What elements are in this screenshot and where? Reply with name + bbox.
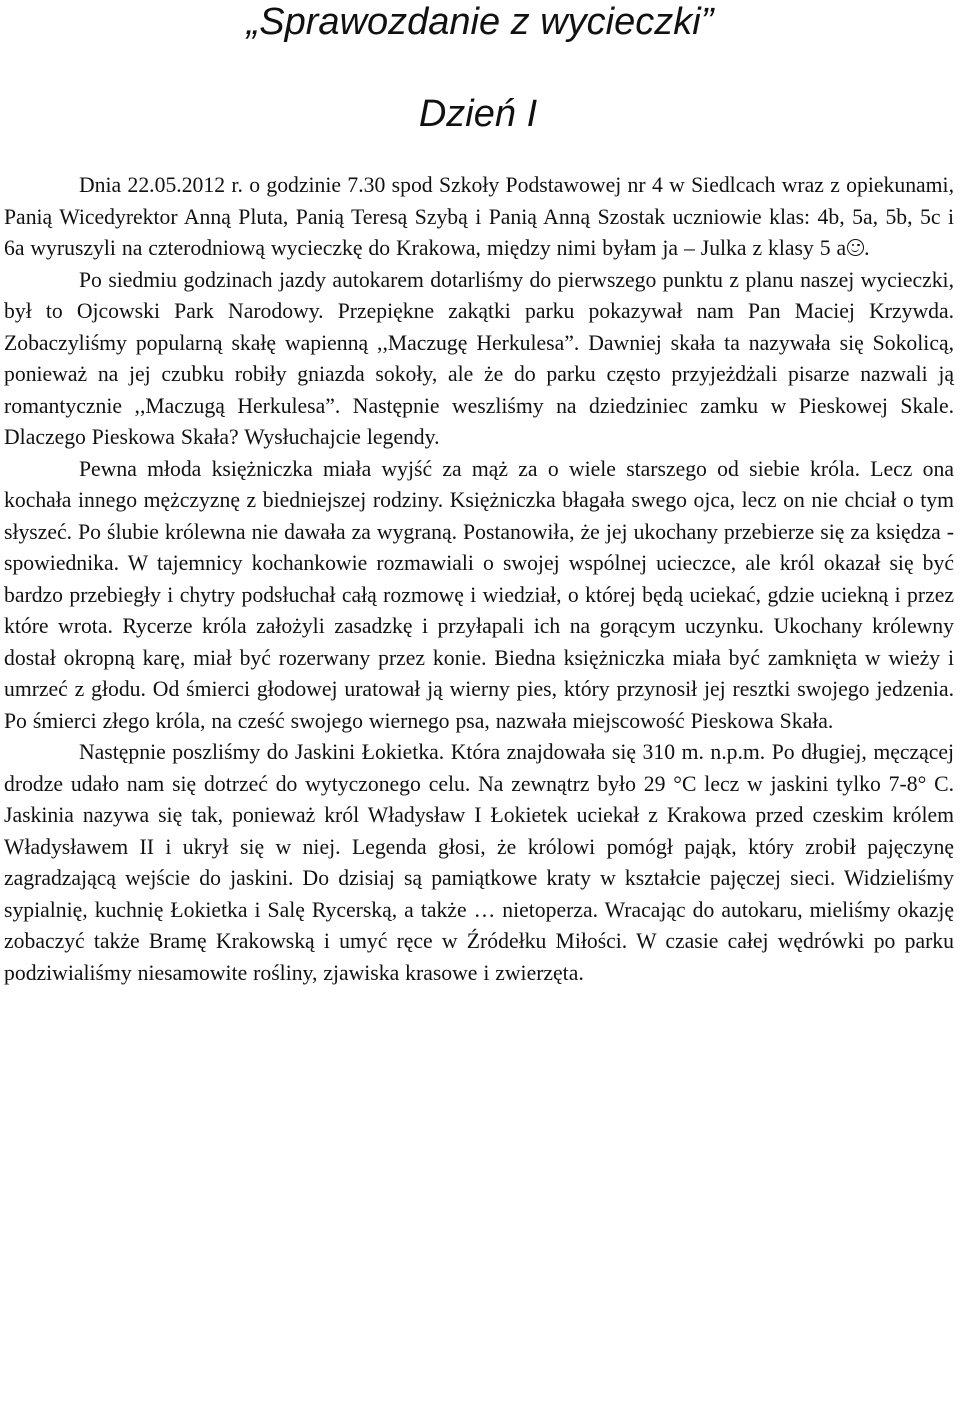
paragraph-lokietek-cave: Następnie poszliśmy do Jaskini Łokietka. Która znajdowała się 310 m. n.p.m. Po długiej, męczącej drodze udało nam się dotrzeć do wytyczonego celu. Na zewnątrz było 29 °C lecz w jaskini tylko 7-8° C. Jaskinia nazywa się tak, ponieważ król Władysław I Łokietek uciekał z Krakowa przed czeskim królem Władysławem II i ukrył się w niej. Legenda głosi, że królowi pomógł pająk, który zrobił pajęczynę zagradzającą wejście do jaskini. Do dzisiaj są pamiątkowe kraty w kształcie pajęczej sieci. Widzieliśmy sypialnię, kuchnię Łokietka i Salę Rycerską, a także … nietoperza. Wracając do autokaru, mieliśmy okazję zobaczyć także Bramę Krakowską i umyć ręce w Źródełku Miłości. W czasie całej wędrówki po parku podziwialiśmy niesamowite rośliny, zjawiska krasowe i zwierzęta. <box>4 740 954 985</box>
paragraph-ojcow-park: Po siedmiu godzinach jazdy autokarem dotarliśmy do pierwszego punktu z planu naszej wycieczki, był to Ojcowski Park Narodowy. Przepiękne zakątki parku pokazywał nam Pan Maciej Krzywda. Zobaczyliśmy popularną skałę wapienną ,,Maczugę Herkulesa”. Dawniej skała ta nazywała się Sokolicą, ponieważ na jej czubku robiły gniazda sokoły, ale że do parku często przyjeżdżali pisarze nazwali ją romantycznie ,,Maczugą Herkulesa”. Następnie weszliśmy na dziedziniec zamku w Pieskowej Skale. Dlaczego Pieskowa Skała? Wysłuchajcie legendy. <box>4 267 954 449</box>
paragraph-intro-end: . <box>864 236 870 260</box>
subtitle-text: Dzień I <box>418 93 538 135</box>
paragraph-intro <box>4 170 954 265</box>
report-body <box>4 170 954 989</box>
paragraph-intro-text: Dnia 22.05.2012 r. o godzinie 7.30 spod Szkoły Podstawowej nr 4 w Siedlcach wraz z opiekunami, Panią Wicedyrektor Anną Pluta, Panią Teresą Szybą i Panią Anną Szostak uczniowie klas: 4b, 5a, 5b, 5c i 6a wyruszyli na czterodniową wycieczkę do Krakowa, między nimi byłam ja – Julka z klasy 5 a <box>4 173 954 260</box>
paragraph-legend: Pewna młoda księżniczka miała wyjść za mąż za o wiele starszego od siebie króla. Lecz ona kochała innego mężczyznę z biedniejszej rodziny. Księżniczka błagała swego ojca, lecz on nie chciał o tym słyszeć. Po ślubie królewna nie dawała za wygraną. Postanowiła, że jej ukochany przebierze się za księdza - spowiednika. W tajemnicy kochankowie rozmawiali o swojej wspólnej ucieczce, ale król okazał się być bardzo przebiegły i chytry podsłuchał całą rozmowę i wiedział, o której będą uciekać, gdzie uciekną i przez które wrota. Rycerze króla założyli zasadzkę i przyłapali ich na gorącym uczynku. Ukochany królewny dostał okropną karę, miał być rozerwany przez konie. Biedna księżniczka miała być zamknięta w wieży i umrzeć z głodu. Od śmierci głodowej uratował ją wierny pies, który przynosił jej resztki swojego jedzenia. Po śmierci złego króla, na cześć swojego wiernego psa, nazwała miejscowość Pieskowa Skała. <box>4 456 954 733</box>
smiley-face-icon <box>847 239 864 256</box>
document-title: „Sprawozdanie z wycieczki” <box>246 1 714 43</box>
document-subtitle <box>0 92 960 136</box>
